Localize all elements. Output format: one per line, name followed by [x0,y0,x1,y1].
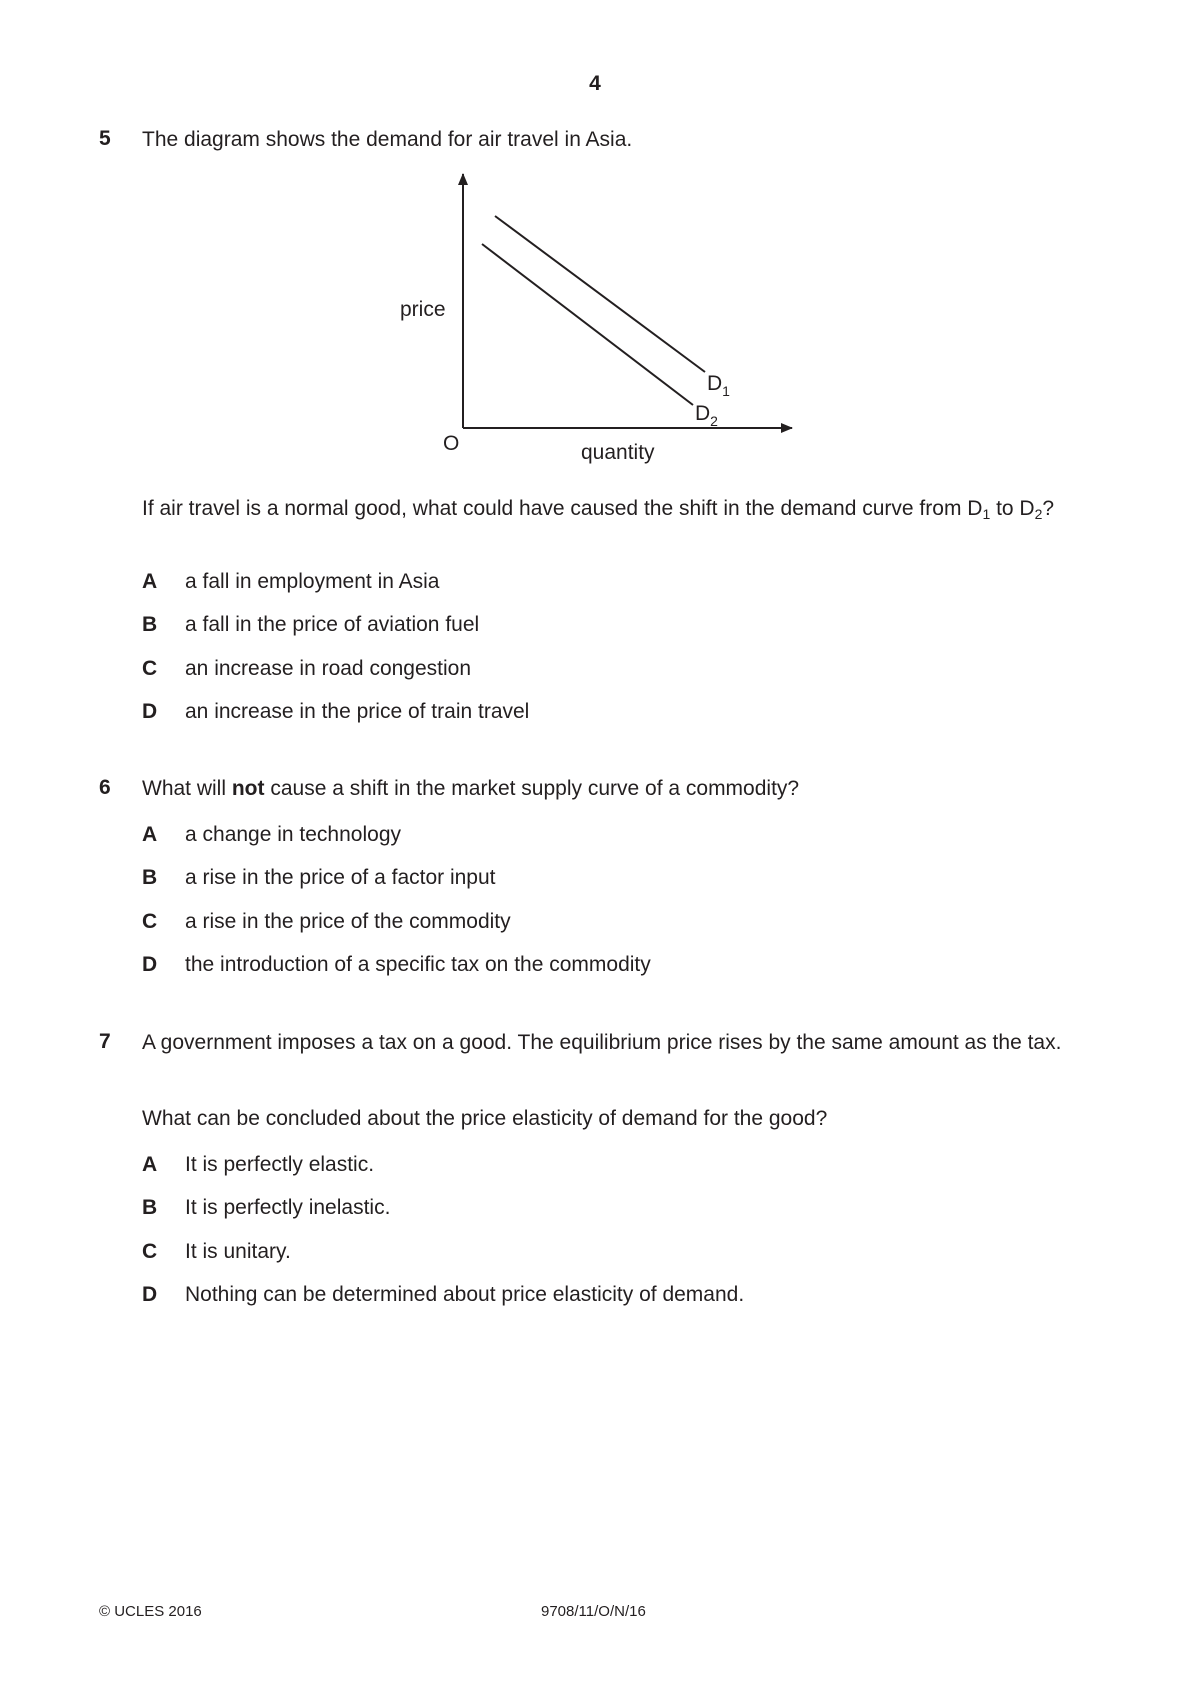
demand-curve-d1 [495,216,705,372]
question-6-stem: What will not cause a shift in the market supply curve of a commodity? [142,777,800,800]
question-5-number: 5 [99,127,111,150]
demand-curve-d2 [482,244,693,405]
demand-shift-diagram [380,168,820,480]
q5-option-c-letter: C [142,657,158,680]
q6-option-a-text: a change in technology [185,823,401,846]
q6-option-d-text: the introduction of a specific tax on the commodity [185,953,651,976]
q5-option-a-letter: A [142,570,158,593]
q6-option-b-text: a rise in the price of a factor input [185,866,496,889]
question-5-prompt: If air travel is a normal good, what could have caused the shift in the demand curve from $D_1$ to $D_2$? [142,497,1055,522]
curve-label-d1: $D_1$ [707,372,730,399]
q6-option-c-letter: C [142,910,158,933]
q5-option-a-text: a fall in employment in Asia [185,570,440,593]
footer-copyright: © UCLES 2016 [99,1603,202,1620]
q7-option-d-text: Nothing can be determined about price elasticity of demand. [185,1283,745,1306]
question-5-stem: The diagram shows the demand for air travel in Asia. [142,128,633,151]
q5-option-b-text: a fall in the price of aviation fuel [185,613,480,636]
q6-option-d-letter: D [142,953,158,976]
q6-option-c-text: a rise in the price of the commodity [185,910,511,933]
q7-option-c-letter: C [142,1240,158,1263]
q7-option-d-letter: D [142,1283,158,1306]
footer-paper-code: 9708/11/O/N/16 [541,1603,646,1620]
curve-label-d2: $D_2$ [695,402,718,429]
page-number: 4 [589,72,601,95]
q7-option-b-letter: B [142,1196,158,1219]
q5-option-d-letter: D [142,700,158,723]
q5-option-c-text: an increase in road congestion [185,657,472,680]
question-7-prompt: What can be concluded about the price elasticity of demand for the good? [142,1107,828,1130]
q5-option-d-text: an increase in the price of train travel [185,700,530,723]
q7-option-a-letter: A [142,1153,158,1176]
question-7-number: 7 [99,1030,111,1053]
q7-option-a-text: It is perfectly elastic. [185,1153,375,1176]
q7-option-b-text: It is perfectly inelastic. [185,1196,391,1219]
q7-option-c-text: It is unitary. [185,1240,291,1263]
y-axis-label: price [400,298,446,321]
q6-option-b-letter: B [142,866,158,889]
q6-option-a-letter: A [142,823,158,846]
question-7-stem: A government imposes a tax on a good. The equilibrium price rises by the same amount as the tax. [142,1031,1062,1054]
q5-option-b-letter: B [142,613,158,636]
question-6-number: 6 [99,776,111,799]
x-axis-label: quantity [581,441,655,464]
origin-label: O [443,432,460,455]
